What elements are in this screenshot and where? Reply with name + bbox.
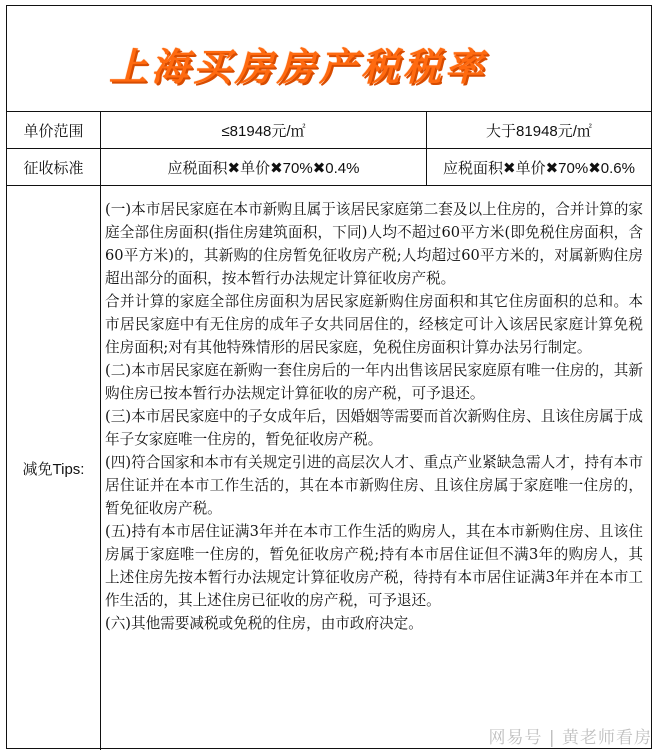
tips-row [7,186,651,750]
tax-rate-table [6,5,652,749]
tax-standard-label: 征收标准 [7,149,101,185]
price-range-row [7,112,651,149]
tips-label: 减免Tips: [7,186,101,750]
tips-paragraph: (三)本市居民家庭中的子女成年后，因婚姻等需要而首次新购住房、且该住房属于成年子女家庭唯一住房的，暂免征收房产税。 [105,408,643,448]
tax-standard-row [7,149,651,186]
tax-standard-high: 应税面积✖单价✖70%✖0.6% [443,159,635,177]
tips-paragraph: (一)本市居民家庭在本市新购且属于该居民家庭第二套及以上住房的，合并计算的家庭全部住房面积(指住房建筑面积，下同)人均不超过60平方米(即免税住房面积，含60平方米)的，其新购的住房暂免征收房产税;人均超过60平方米的，对属新购住房超出部分的面积，按本暂行办法规定计算征收房产税。 [105,201,643,287]
page-title: 上海买房房产税税率 [109,45,488,89]
tips-paragraph: (五)持有本市居住证满3年并在本市工作生活的购房人，其在本市新购住房、且该住房属于家庭唯一住房的，暂免征收房产税;持有本市居住证但不满3年的购房人，其上述住房先按本暂行办法规定计算征收房产税，待持有本市居住证满3年并在本市工作生活的，其上述住房已征收的房产税，可予退还。 [105,523,643,609]
tips-paragraph: (二)本市居民家庭在新购一套住房后的一年内出售该居民家庭原有唯一住房的，其新购住房已按本暂行办法规定计算征收的房产税，可予退还。 [105,362,643,402]
title-area [7,6,651,112]
watermark: 网易号 | 黄老师看房 [488,728,652,748]
tips-paragraph: (六)其他需要减税或免税的住房，由市政府决定。 [105,615,423,632]
tips-paragraph: (四)符合国家和本市有关规定引进的高层次人才、重点产业紧缺急需人才，持有本市居住证并在本市工作生活的，其在本市新购住房、且该住房属于家庭唯一住房的，暂免征收房产税。 [105,454,643,517]
price-range-label: 单价范围 [7,112,101,148]
price-range-high: 大于81948元/㎡ [486,122,592,140]
tips-paragraph: 合并计算的家庭全部住房面积为居民家庭新购住房面积和其它住房面积的总和。本市居民家庭中有无住房的成年子女共同居住的，经核定可计入该居民家庭计算免税住房面积;对有其他特殊情形的居民家庭，免税住房面积计算办法另行制定。 [105,293,643,356]
tips-text [101,186,651,635]
price-range-low: ≤81948元/㎡ [101,112,427,148]
tax-standard-low: 应税面积✖单价✖70%✖0.4% [101,149,427,185]
tips-body [101,186,651,750]
